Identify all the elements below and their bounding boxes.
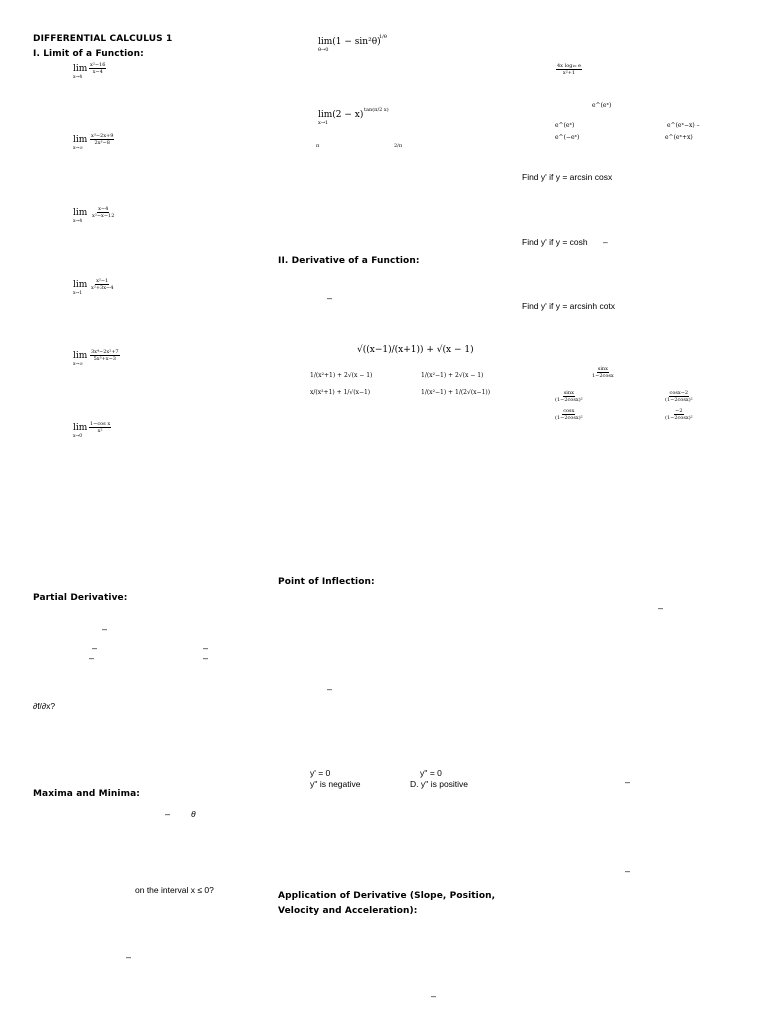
lim-subscript: x→4 — [73, 75, 83, 80]
option-b-fraction — [665, 390, 693, 403]
limit-fraction — [90, 349, 120, 362]
inflection-dash-right: – — [658, 603, 664, 613]
inflection-option-c: y'' is negative — [310, 779, 361, 789]
lim-subscript: x→1 — [73, 291, 83, 296]
fraction-numerator: cosx−2 — [669, 390, 689, 396]
fraction-denominator: x²−x−12 — [92, 213, 115, 219]
derivative-root-expression: √((x−1)/(x+1)) + √(x − 1) — [357, 345, 474, 355]
inflection-dash-right-2: – — [625, 777, 631, 787]
question-cosh: Find y' if y = cosh — [522, 237, 588, 247]
exp-option-c: e^(eˣ−x) – — [667, 122, 700, 129]
question-arcsin: Find y' if y = arcsin cosx — [522, 172, 613, 182]
partial-dash-5: – — [203, 653, 209, 663]
lim-subscript: x→∞ — [73, 362, 84, 367]
lim-subscript: x→4 — [73, 219, 83, 224]
inflection-option-b: y'' = 0 — [420, 768, 442, 778]
lim-operator: lim — [73, 208, 88, 218]
fraction-numerator: sinx — [563, 390, 574, 396]
maxmin-dash: – — [165, 809, 171, 819]
section-limits-heading: I. Limit of a Function: — [33, 49, 144, 59]
limit-fraction — [89, 62, 106, 75]
maxmin-dash-bottom: – — [126, 952, 132, 962]
limit-fraction — [90, 133, 114, 146]
limit-problem-3 — [73, 206, 143, 226]
choice-2-over-pi: 2/π — [394, 143, 403, 149]
fraction-denominator: 2x³−8 — [94, 140, 110, 146]
mid-limit-b-expr: lim(2 − x) — [318, 110, 364, 120]
option-a-fraction — [555, 390, 583, 403]
mid-limit-a-exponent: 1/θ — [379, 34, 387, 40]
partial-question: ∂f/∂x? — [33, 701, 56, 711]
limit-fraction — [92, 206, 114, 219]
mid-limit-a-subscript: θ→0 — [318, 47, 329, 53]
partial-dash-2: – — [92, 643, 98, 653]
lim-operator: lim — [73, 135, 88, 145]
derivative-option-b-line1: 1/(x²−1) + 2√(x − 1) — [421, 372, 484, 379]
exp-option-a: e^(eˣ) — [555, 122, 575, 129]
fraction-numerator: x−4 — [98, 206, 109, 212]
partial-dash-1: – — [102, 624, 108, 634]
fraction-numerator: 4x log₁₀ e — [557, 63, 581, 69]
inflection-dash-right-3: – — [625, 866, 631, 876]
fraction-numerator: −2 — [675, 408, 683, 414]
mid-limit-a-expr: lim(1 − sin²θ) — [318, 37, 381, 47]
derivative-option-a-line2: x/(x²+1) + 1/√(x−1) — [310, 389, 371, 396]
fraction-numerator: x²−1 — [96, 278, 109, 284]
question-cosh-dash: – — [603, 237, 608, 247]
fraction-denominator: (1−2cosx)² — [555, 397, 583, 403]
lim-operator: lim — [73, 64, 88, 74]
maxmin-theta: θ — [191, 809, 196, 819]
fraction-denominator: x²+3x−4 — [91, 285, 114, 291]
fraction-denominator: x²+1 — [562, 70, 576, 76]
partial-dash-3: – — [89, 653, 95, 663]
question-arcsinh: Find y' if y = arcsinh cotx — [522, 301, 616, 311]
lim-operator: lim — [73, 423, 88, 433]
sin-fraction — [592, 366, 614, 379]
lim-subscript: x→∞ — [73, 146, 84, 151]
fraction-denominator: (1−2cosx)² — [555, 415, 583, 421]
option-d-fraction — [665, 408, 693, 421]
lim-operator: lim — [73, 280, 88, 290]
partial-dash-4: – — [203, 643, 209, 653]
lim-operator: lim — [73, 351, 88, 361]
derivative-dash: – — [327, 293, 333, 303]
fraction-denominator: 5x³+x−3 — [93, 356, 116, 362]
derivative-option-a-line1: 1/(x²+1) + 2√(x − 1) — [310, 372, 373, 379]
application-dash: – — [431, 991, 437, 1001]
mid-limit-b-subscript: x→1 — [318, 120, 329, 126]
option-c-fraction — [555, 408, 583, 421]
choice-pi: π — [316, 143, 320, 149]
section-maxmin-heading: Maxima and Minima: — [33, 789, 140, 799]
exp-option-b: e^(−eˣ) — [555, 134, 580, 141]
page-title: DIFFERENTIAL CALCULUS 1 — [33, 34, 173, 44]
section-inflection-heading: Point of Inflection: — [278, 577, 375, 587]
limit-problem-2 — [73, 133, 143, 153]
fraction-numerator: 1−cos x — [90, 421, 111, 427]
fraction-denominator: (1−2cosx)² — [665, 415, 693, 421]
fraction-denominator: x² — [97, 428, 103, 434]
fraction-denominator: (1−2cosx)² — [665, 397, 693, 403]
exp-expression-top: e^(eˣ) — [592, 102, 612, 109]
section-derivative-heading: II. Derivative of a Function: — [278, 256, 420, 266]
fraction-numerator: cosx — [563, 408, 575, 414]
fraction-numerator: x³−2x+9 — [91, 133, 114, 139]
fraction-denominator: x−4 — [92, 69, 103, 75]
fraction-numerator: x²−16 — [90, 62, 106, 68]
section-application-heading-line2: Velocity and Acceleration): — [278, 906, 418, 916]
limit-fraction — [89, 421, 111, 434]
section-application-heading-line1: Application of Derivative (Slope, Position, — [278, 891, 496, 901]
lim-subscript: x→0 — [73, 434, 83, 439]
log-fraction — [556, 63, 582, 76]
fraction-numerator: sinx — [597, 366, 608, 372]
inflection-option-d: D. y'' is positive — [410, 779, 469, 789]
exp-option-d: e^(eˣ+x) — [665, 134, 693, 141]
inflection-dash-mid: – — [327, 684, 333, 694]
limit-fraction — [91, 278, 113, 291]
inflection-option-a: y' = 0 — [310, 768, 331, 778]
limit-problem-1 — [73, 62, 143, 82]
mid-limit-b-exponent: tan(π/2 x) — [364, 107, 389, 113]
fraction-numerator: 3x⁴−2x²+7 — [91, 349, 119, 355]
fraction-denominator: 1−2cosx — [592, 373, 614, 379]
limit-problem-4 — [73, 278, 143, 298]
section-partial-heading: Partial Derivative: — [33, 593, 128, 603]
limit-problem-5 — [73, 349, 143, 369]
limit-problem-6 — [73, 421, 143, 441]
derivative-option-b-line2: 1/(x²−1) + 1/(2√(x−1)) — [421, 389, 491, 396]
maxmin-interval: on the interval x ≤ 0? — [135, 885, 214, 895]
